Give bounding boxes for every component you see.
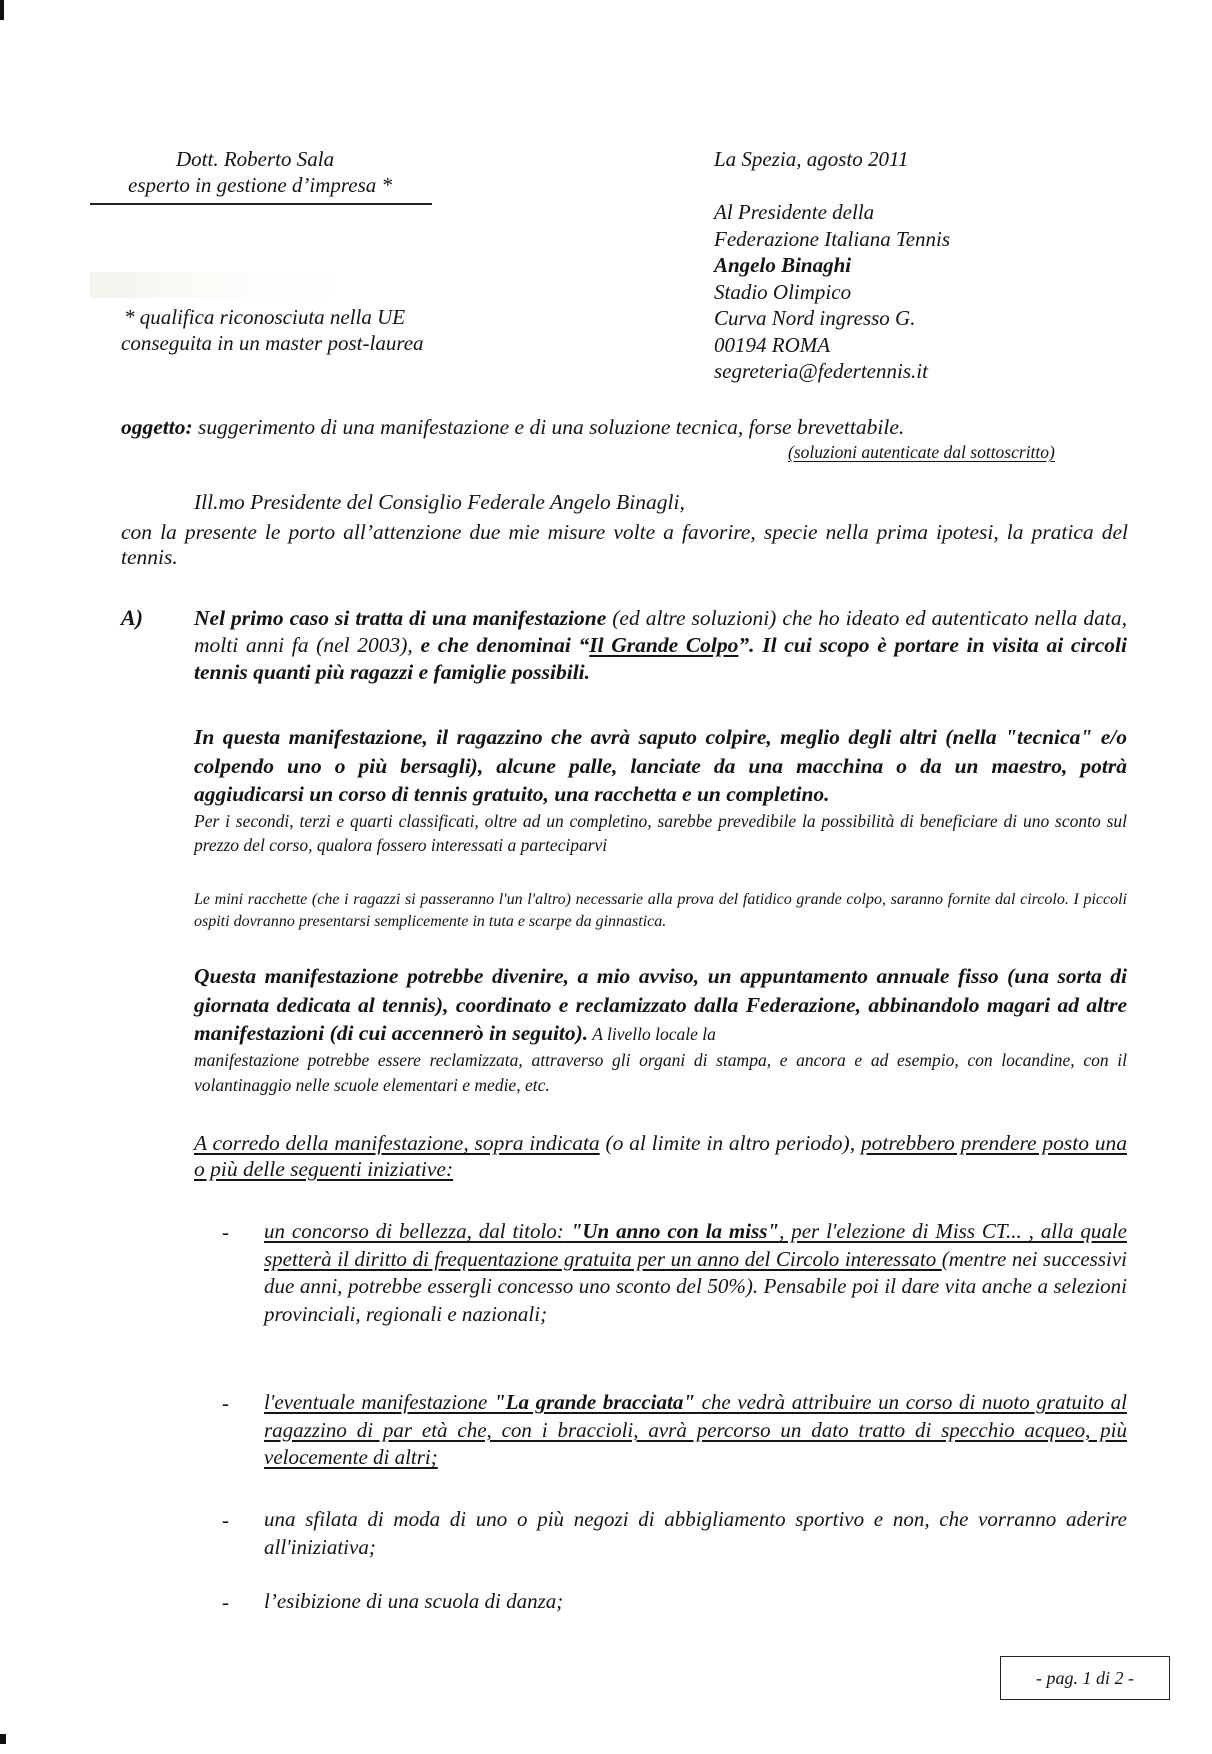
blurred-mark	[90, 272, 350, 298]
section-a-marker: A)	[121, 605, 143, 630]
bullet-dash: -	[222, 1220, 229, 1244]
bullet-2-underline-2: che vedrà attribuire un corso di nuoto gratuito al ragazzino di par età che, con i braccioli, avrà percorso un dato tratto di specchio acqueo, più velocemente di altri;	[264, 1390, 1127, 1469]
p5-underline-2: potrebbero prendere posto una o più delle seguenti iniziative:	[194, 1131, 1127, 1181]
recipient-address	[714, 199, 950, 385]
bullet-1-title: "Un anno con la miss"	[563, 1219, 780, 1243]
subject-line	[121, 415, 1101, 440]
p1-bold-2: e che denominai “	[420, 633, 590, 657]
bullet-dash: -	[222, 1391, 229, 1415]
recipient-line5: Curva Nord ingresso G.	[714, 306, 916, 330]
subject-text: suggerimento di una manifestazione e di una soluzione tecnica, forse brevettabile.	[192, 415, 905, 439]
p1-plain-1: (ed altre soluzioni) che ho ideato ed autenticato nella data, molti anni fa (nel 2003),	[194, 606, 1127, 657]
page-number-box	[1000, 1656, 1170, 1700]
list-item-text: una sfilata di moda di uno o più negozi di abbigliamento sportivo e non, che vorranno aderire all'iniziativa;	[264, 1507, 1127, 1559]
bullet-1-underline-2: , per l'elezione di Miss CT... , alla quale spetterà il diritto di frequentazione gratuita per un anno del Circolo interessato	[264, 1219, 1127, 1271]
bullet-1-plain: (mentre nei successivi due anni, potrebbe essergli concesso uno sconto del 50%). Pensabile poi il dare vita anche a selezioni provinciali, regionali e nazionali;	[264, 1246, 1127, 1326]
event-title-il-grande-colpo: Il Grande Colpo	[589, 633, 739, 657]
p2-bold: In questa manifestazione, il ragazzino che avrà saputo colpire, meglio degli altri (nella "tecnica" e/o colpendo uno o più bersagli), alcune palle, lanciate da una macchina o da un maestro, potrà aggiudicarsi un corso di tennis gratuito, una racchetta e un completino.	[194, 725, 1127, 806]
p4-bold-block	[194, 962, 1127, 1048]
section-a-paragraph-4	[194, 962, 1127, 1098]
page-number: - pag. 1 di 2 -	[1036, 1667, 1134, 1688]
p5-plain: (o al limite in altro periodo),	[599, 1131, 861, 1155]
list-item	[222, 1218, 1127, 1338]
list-item-text: l’esibizione di una scuola di danza;	[264, 1589, 564, 1613]
p4-small-2: manifestazione potrebbe essere reclamizzata, attraverso gli organi di stampa, e ancora e ad esempio, con locandine, con il volantinaggio nelle scuole elementari e medie, etc.	[194, 1049, 1127, 1095]
list-item-text	[264, 1389, 1127, 1472]
section-a-paragraph-3: Le mini racchette (che i ragazzi si passeranno l'un l'altro) necessarie alla prova del fatidico grande colpo, saranno fornite dal circolo. I piccoli ospiti dovranno presentarsi semplicemente in tuta e scarpe da ginnastica.	[194, 891, 1127, 930]
recipient-name: Angelo Binaghi	[714, 253, 852, 277]
list-item-text	[264, 1218, 1127, 1328]
intro-paragraph: con la presente le porto all’attenzione due mie misure volte a favorire, specie nella prima ipotesi, la pratica del tennis.	[121, 520, 1128, 569]
scan-mark-top	[0, 0, 4, 20]
sender-note-line1: * qualifica riconosciuta nella UE	[124, 305, 406, 329]
bullet-2-title: "La grande bracciata"	[493, 1390, 695, 1414]
scan-mark-bottom	[0, 1734, 6, 1744]
sender-name: Dott. Roberto Sala	[176, 147, 335, 171]
list-item	[222, 1588, 1127, 1618]
bullet-dash: -	[222, 1590, 229, 1614]
sender-divider	[90, 203, 432, 205]
recipient-email: segreteria@federtennis.it	[714, 359, 928, 383]
p5-underline-1: A corredo della manifestazione, sopra indicata	[194, 1131, 600, 1155]
p1-bold-3: ”. Il cui scopo è portare in visita ai circoli tennis quanti più ragazzi e famiglie possibili.	[194, 633, 1127, 684]
subject-label: oggetto:	[121, 415, 193, 439]
subject-note: (soluzioni autenticate dal sottoscritto)	[788, 442, 1055, 462]
recipient-line1: Al Presidente della	[714, 200, 875, 224]
recipient-line6: 00194 ROMA	[714, 332, 831, 357]
list-item	[222, 1506, 1127, 1566]
salutation: Ill.mo Presidente del Consiglio Federale Angelo Binagli,	[194, 490, 685, 514]
recipient-line2: Federazione Italiana Tennis	[714, 226, 951, 251]
sender-role: esperto in gestione d’impresa *	[128, 173, 393, 197]
bullet-2-underline-1: l'eventuale manifestazione	[264, 1390, 494, 1414]
recipient-line4: Stadio Olimpico	[714, 279, 852, 304]
p1-bold-1: Nel primo caso si tratta di una manifestazione	[194, 606, 607, 630]
list-item	[222, 1389, 1127, 1479]
p4-small-1: A livello locale la	[588, 1024, 716, 1044]
bullet-dash: -	[222, 1508, 229, 1532]
sender-note-line2: conseguita in un master post-laurea	[121, 331, 424, 355]
section-a-paragraph-1	[194, 605, 1127, 686]
p4-bold: Questa manifestazione potrebbe divenire, a mio avviso, un appuntamento annuale fisso (una sorta di giornata dedicata al tennis), coordinato e reclamizzato dalla Federazione, abbinandolo magari ad altre manifestazioni (di cui accennerò in seguito).	[194, 964, 1127, 1045]
place-date: La Spezia, agosto 2011	[714, 147, 909, 171]
section-a-paragraph-2	[194, 723, 1127, 857]
p2-small: Per i secondi, terzi e quarti classificati, oltre ad un completino, sarebbe prevedibile la possibilità di beneficiare di uno sconto sul prezzo del corso, qualora fossero interessati a parteciparvi	[194, 810, 1127, 855]
section-a-paragraph-5	[194, 1130, 1127, 1182]
bullet-1-underline-1: un concorso di bellezza, dal titolo:	[264, 1219, 564, 1243]
